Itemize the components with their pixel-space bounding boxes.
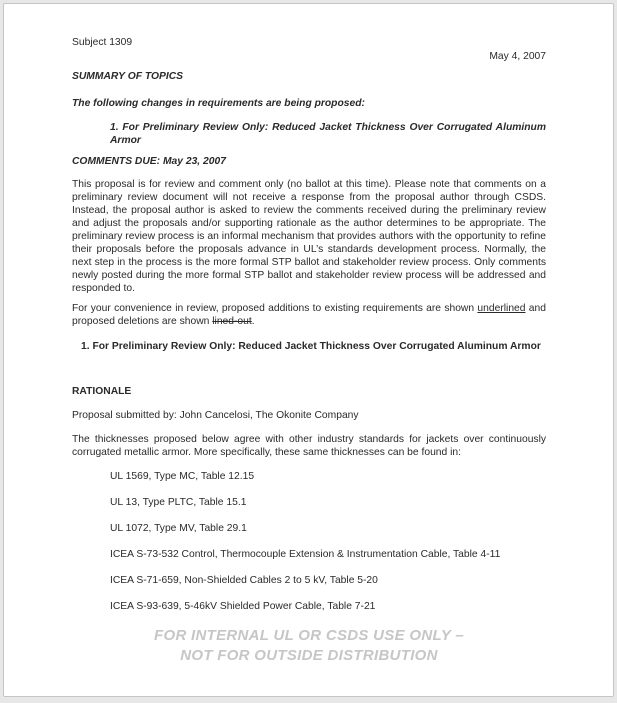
- summary-of-topics-heading: SUMMARY OF TOPICS: [72, 71, 183, 82]
- convention-text-before: For your convenience in review, proposed additions to existing requirements are shown: [72, 303, 478, 314]
- rationale-heading: RATIONALE: [72, 386, 132, 397]
- date-line: May 4, 2007: [489, 51, 546, 62]
- underlined-sample-word: underlined: [477, 303, 526, 314]
- section-1-heading: 1. For Preliminary Review Only: Reduced Jacket Thickness Over Corrugated Aluminum Armor: [81, 341, 541, 352]
- reference-item-ul-1569: UL 1569, Type MC, Table 12.15: [110, 471, 255, 482]
- comments-due-line: COMMENTS DUE: May 23, 2007: [72, 156, 226, 167]
- review-convention-paragraph: [72, 302, 546, 328]
- reference-item-icea-s-71-659: ICEA S-71-659, Non-Shielded Cables 2 to 5 kV, Table 5-20: [110, 575, 378, 586]
- reference-item-ul-1072: UL 1072, Type MV, Table 29.1: [110, 523, 247, 534]
- proposed-changes-intro: The following changes in requirements are being proposed:: [72, 98, 365, 109]
- preliminary-review-paragraph: This proposal is for review and comment only (no ballot at this time). Please note that comments on a preliminary review document will not receive a response from the proposal author through CSDS. Instead, the proposal author is asked to review the comments received during the preliminary review and adjust the proposals and/or supporting rationale as the author determines to be appropriate. The preliminary review process is an informal mechanism that provides authors with the opportunity to refine their proposals before the proposals advance in UL’s standards development process. Normally, the next step in the process is the more formal STP ballot and stakeholder review process. Only comments newly posted during the more formal STP ballot and stakeholder review process will be addressed and responded to.: [72, 179, 546, 294]
- convention-text-after: .: [251, 316, 255, 327]
- reference-item-icea-s-73-532: ICEA S-73-532 Control, Thermocouple Extension & Instrumentation Cable, Table 4-11: [110, 549, 501, 560]
- document-page: [3, 3, 614, 697]
- reference-item-icea-s-93-639: ICEA S-93-639, 5-46kV Shielded Power Cable, Table 7-21: [110, 601, 376, 612]
- reference-list: [110, 470, 546, 613]
- reference-item-ul-13: UL 13, Type PLTC, Table 15.1: [110, 497, 247, 508]
- summary-topic-item-1: 1. For Preliminary Review Only: Reduced Jacket Thickness Over Corrugated Aluminum Armor: [110, 122, 546, 146]
- proposal-submitted-by-line: Proposal submitted by: John Cancelosi, The Okonite Company: [72, 410, 359, 421]
- struck-sample-word: lined-out: [212, 316, 252, 327]
- subject-line: Subject 1309: [72, 37, 133, 48]
- convention-text-middle: and proposed deletions are shown: [72, 303, 546, 327]
- internal-use-watermark: [72, 626, 546, 666]
- watermark-line-1: FOR INTERNAL UL OR CSDS USE ONLY –: [154, 627, 464, 644]
- watermark-line-2: NOT FOR OUTSIDE DISTRIBUTION: [180, 647, 438, 664]
- rationale-intro-paragraph: The thicknesses proposed below agree with other industry standards for jackets over continuously corrugated metallic armor. More specifically, these same thicknesses can be found in:: [72, 434, 546, 458]
